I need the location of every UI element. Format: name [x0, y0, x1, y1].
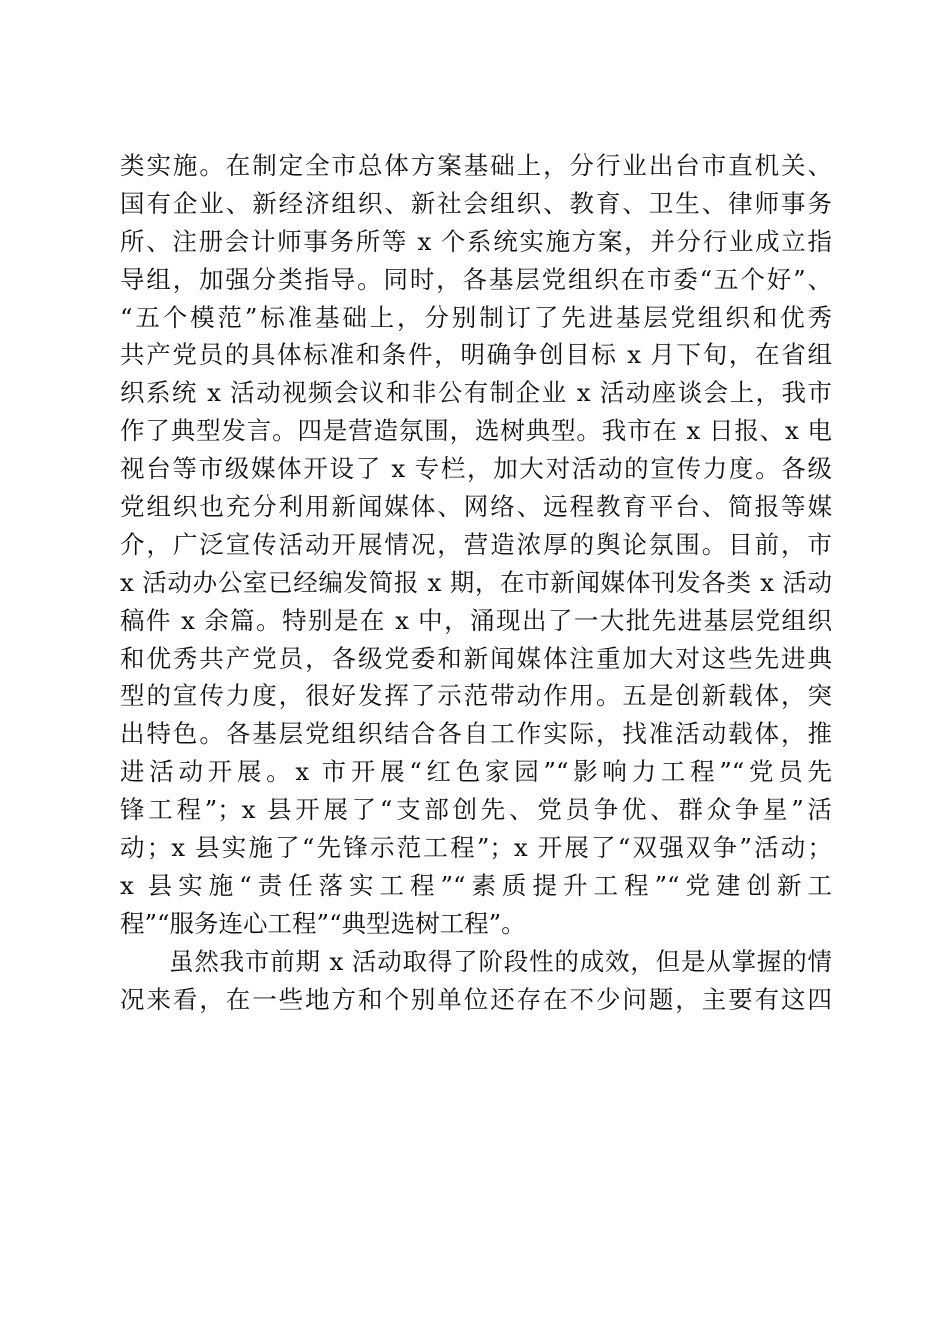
text-line: 稿件 x 余篇。特别是在 x 中，涌现出了一大批先进基层党组织 — [120, 605, 832, 635]
text-line: 介，广泛宣传活动开展情况，营造浓厚的舆论氛围。目前，市 — [120, 529, 832, 559]
text-line: 织系统 x 活动视频会议和非公有制企业 x 活动座谈会上，我市 — [120, 378, 832, 408]
text-line: 导组，加强分类指导。同时，各基层党组织在市委“五个好”、 — [120, 264, 832, 294]
text-line: 况来看，在一些地方和个别单位还存在不少问题，主要有这四 — [120, 984, 832, 1014]
text-line: 程”“服务连心工程”“典型选树工程”。 — [120, 908, 526, 938]
text-line: 作了典型发言。四是营造氛围，选树典型。我市在 x 日报、x 电 — [120, 416, 832, 446]
text-line: x 县实施“责任落实工程”“素质提升工程”“党建创新工 — [120, 870, 832, 900]
text-line: 所、注册会计师事务所等 x 个系统实施方案，并分行业成立指 — [120, 226, 832, 256]
text-line: 虽然我市前期 x 活动取得了阶段性的成效，但是从掌握的情 — [169, 946, 832, 976]
text-line: 动；x 县实施了“先锋示范工程”；x 开展了“双强双争”活动； — [120, 833, 832, 863]
text-line: 视台等市级媒体开设了 x 专栏，加大对活动的宣传力度。各级 — [120, 454, 832, 484]
text-line: 型的宣传力度，很好发挥了示范带动作用。五是创新载体，突 — [120, 681, 832, 711]
text-line: 出特色。各基层党组织结合各自工作实际，找准活动载体，推 — [120, 719, 832, 749]
text-line: x 活动办公室已经编发简报 x 期，在市新闻媒体刊发各类 x 活动 — [120, 567, 832, 597]
paragraph-2 — [120, 943, 832, 1019]
paragraph-1 — [120, 147, 832, 943]
text-line: 党组织也充分利用新闻媒体、网络、远程教育平台、简报等媒 — [120, 492, 832, 522]
text-line: 进活动开展。x 市开展“红色家园”“影响力工程”“党员先 — [120, 757, 832, 787]
text-line: 锋工程”；x 县开展了“支部创先、党员争优、群众争星”活 — [120, 795, 832, 825]
body-text — [120, 147, 832, 1018]
text-line: 和优秀共产党员，各级党委和新闻媒体注重加大对这些先进典 — [120, 643, 832, 673]
text-line: “五个模范”标准基础上，分别制订了先进基层党组织和优秀 — [120, 302, 832, 332]
text-line: 国有企业、新经济组织、新社会组织、教育、卫生、律师事务 — [120, 188, 832, 218]
text-line: 类实施。在制定全市总体方案基础上，分行业出台市直机关、 — [120, 151, 832, 180]
text-line: 共产党员的具体标准和条件，明确争创目标 x 月下旬，在省组 — [120, 340, 832, 370]
